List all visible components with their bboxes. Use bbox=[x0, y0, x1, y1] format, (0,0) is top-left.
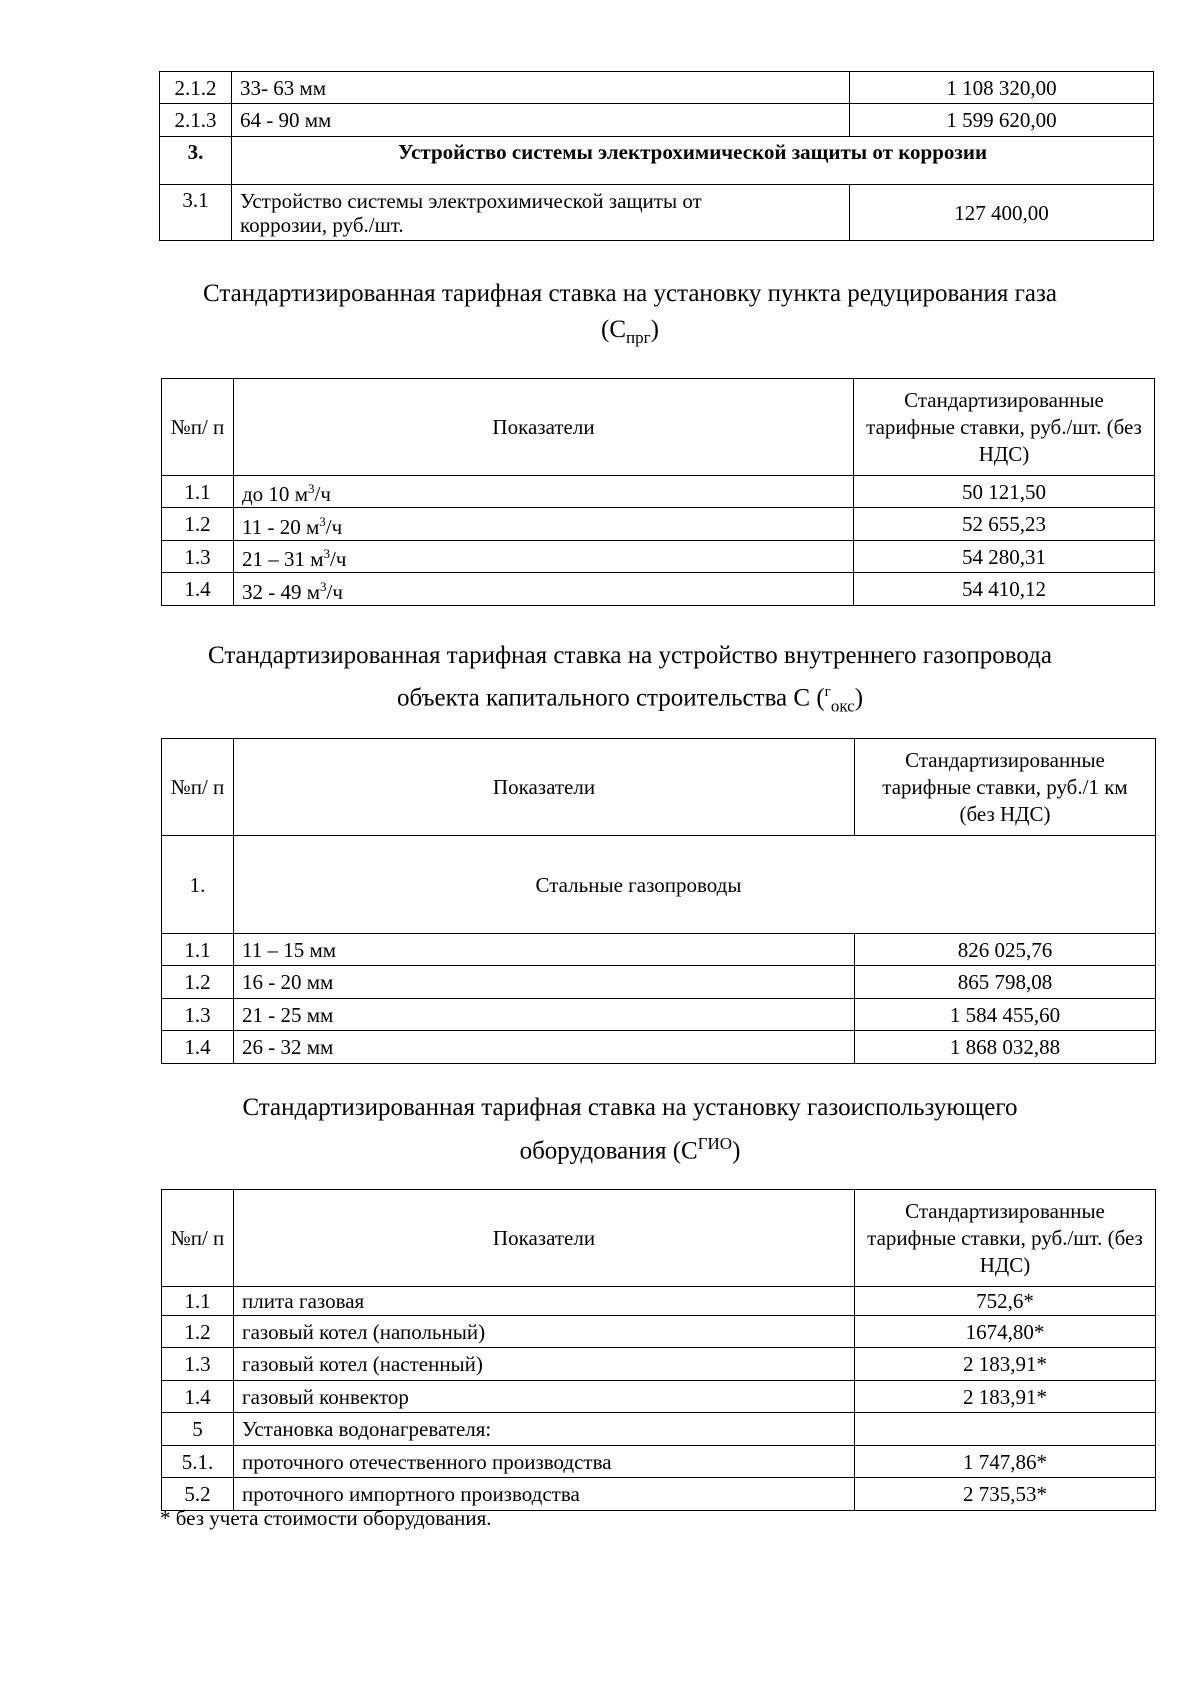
table-row bbox=[162, 508, 1155, 541]
row-label: 26 - 32 мм bbox=[234, 1031, 855, 1064]
table-row bbox=[162, 966, 1156, 999]
table-row bbox=[162, 541, 1155, 573]
header-number: №п/ п bbox=[162, 379, 234, 476]
section-row bbox=[160, 137, 1154, 185]
unit-power: 3 bbox=[307, 481, 315, 496]
row-number: 1.1 bbox=[162, 1287, 234, 1316]
unit-power: 3 bbox=[319, 513, 326, 529]
title-line: объекта капитального строительства С ( bbox=[396, 684, 825, 712]
row-label: газовый конвектор bbox=[234, 1381, 855, 1413]
footnote: * без учета стоимости оборудования. bbox=[160, 1506, 492, 1530]
row-label: проточного импортного производства bbox=[234, 1478, 855, 1511]
row-label bbox=[234, 541, 854, 573]
table-row bbox=[160, 104, 1154, 137]
title-formula bbox=[150, 674, 1110, 724]
unit-tail: /ч bbox=[330, 547, 347, 571]
table-row bbox=[162, 1413, 1156, 1446]
section-label: Устройство системы электрохимической защиты от коррозии bbox=[232, 137, 1154, 185]
section-title-gas-equipment bbox=[150, 1090, 1110, 1169]
title-line: Стандартизированная тарифная ставка на установку пункта редуцирования газа bbox=[203, 280, 1057, 307]
header-rates: Стандартизированные тарифные ставки, руб./шт. (без НДС) bbox=[854, 379, 1155, 476]
row-value: 1 584 455,60 bbox=[855, 999, 1156, 1031]
row-number: 1.1 bbox=[162, 476, 234, 508]
table-row bbox=[162, 1348, 1156, 1381]
table-row bbox=[160, 72, 1154, 104]
header-number: №п/ п bbox=[162, 1190, 234, 1287]
row-value: 2 735,53* bbox=[855, 1478, 1156, 1511]
formula-subscript: окс bbox=[830, 696, 855, 716]
section-label: Стальные газопроводы bbox=[234, 836, 1156, 934]
unit: м bbox=[306, 579, 321, 604]
row-range: 21 – 31 bbox=[242, 547, 305, 571]
row-value: 127 400,00 bbox=[850, 185, 1154, 241]
section-title-internal-pipeline bbox=[150, 638, 1110, 724]
row-value bbox=[855, 1413, 1156, 1446]
row-label: 21 - 25 мм bbox=[234, 999, 855, 1031]
table-gas-reduction bbox=[161, 378, 1155, 606]
header-rates: Стандартизированные тарифные ставки, руб./1 км (без НДС) bbox=[855, 739, 1156, 836]
row-label: 33- 63 мм bbox=[232, 72, 850, 104]
row-number: 1.1 bbox=[162, 934, 234, 966]
title-line: оборудования (С bbox=[519, 1137, 698, 1165]
header-rates: Стандартизированные тарифные ставки, руб./шт. (без НДС) bbox=[855, 1190, 1156, 1287]
row-label: Устройство системы электрохимической защиты от коррозии, руб./шт. bbox=[232, 185, 850, 241]
header-indicators: Показатели bbox=[234, 379, 854, 476]
title-line: Стандартизированная тарифная ставка на установку газоиспользующего bbox=[242, 1094, 1018, 1121]
title-formula bbox=[150, 1126, 1110, 1169]
section-number: 3. bbox=[160, 137, 232, 185]
table-row bbox=[162, 1287, 1156, 1316]
row-label: плита газовая bbox=[234, 1287, 855, 1316]
row-number: 1.3 bbox=[162, 541, 234, 573]
table-header bbox=[162, 379, 1155, 476]
row-value: 826 025,76 bbox=[855, 934, 1156, 966]
table-continuation bbox=[159, 71, 1154, 241]
table-row bbox=[162, 476, 1155, 508]
table-row bbox=[162, 1031, 1156, 1064]
row-value: 1674,80* bbox=[855, 1316, 1156, 1348]
row-range: до 10 bbox=[242, 482, 290, 506]
unit-power: 3 bbox=[323, 546, 331, 561]
row-number: 1.3 bbox=[162, 1348, 234, 1381]
table-header bbox=[162, 739, 1156, 836]
row-label bbox=[234, 508, 854, 541]
row-value: 54 280,31 bbox=[854, 541, 1155, 573]
row-number: 3.1 bbox=[160, 185, 232, 241]
unit-tail: /ч bbox=[325, 514, 343, 539]
row-number: 1.2 bbox=[162, 1316, 234, 1348]
row-label: Установка водонагревателя: bbox=[234, 1413, 855, 1446]
unit-tail: /ч bbox=[326, 579, 343, 604]
row-label bbox=[234, 476, 854, 508]
table-gas-equipment bbox=[161, 1189, 1156, 1511]
row-value: 52 655,23 bbox=[854, 508, 1155, 541]
table-header bbox=[162, 1190, 1156, 1287]
row-value: 54 410,12 bbox=[854, 573, 1155, 606]
row-value: 1 747,86* bbox=[855, 1446, 1156, 1478]
row-label: проточного отечественного производства bbox=[234, 1446, 855, 1478]
row-number: 1.2 bbox=[162, 508, 234, 541]
section-title-gas-reduction bbox=[150, 276, 1110, 356]
table-row bbox=[162, 1381, 1156, 1413]
formula-superscript: ГИО bbox=[697, 1134, 733, 1153]
row-label: 11 – 15 мм bbox=[234, 934, 855, 966]
table-internal-pipeline bbox=[161, 738, 1156, 1064]
row-number: 5.1. bbox=[162, 1446, 234, 1478]
row-value: 1 868 032,88 bbox=[855, 1031, 1156, 1064]
unit-tail: /ч bbox=[314, 482, 331, 506]
row-number: 1.3 bbox=[162, 999, 234, 1031]
table-row bbox=[162, 999, 1156, 1031]
row-number: 1.2 bbox=[162, 966, 234, 999]
row-value: 2 183,91* bbox=[855, 1381, 1156, 1413]
row-value: 1 108 320,00 bbox=[850, 72, 1154, 104]
unit-power: 3 bbox=[320, 578, 327, 594]
title-line: Стандартизированная тарифная ставка на устройство внутреннего газопровода bbox=[207, 642, 1052, 669]
row-number: 1.4 bbox=[162, 573, 234, 606]
row-value: 1 599 620,00 bbox=[850, 104, 1154, 137]
table-row bbox=[160, 185, 1154, 241]
table-row bbox=[162, 573, 1155, 606]
title-formula: $(С_{прг})$ bbox=[601, 316, 659, 347]
row-range: 32 - 49 bbox=[242, 579, 302, 604]
unit: м bbox=[310, 547, 324, 571]
header-number: №п/ п bbox=[162, 739, 234, 836]
row-range: 11 - 20 bbox=[242, 514, 301, 539]
formula-subscript: прг bbox=[626, 328, 651, 347]
unit: м bbox=[294, 482, 308, 506]
formula-superscript: г bbox=[824, 684, 831, 700]
section-number: 1. bbox=[162, 836, 234, 934]
table-row bbox=[162, 1316, 1156, 1348]
table-row bbox=[162, 1446, 1156, 1478]
row-number: 1.4 bbox=[162, 1381, 234, 1413]
formula-close: ) bbox=[854, 684, 864, 712]
row-label: 64 - 90 мм bbox=[232, 104, 850, 137]
formula-symbol: С bbox=[609, 316, 627, 343]
row-number: 2.1.3 bbox=[160, 104, 232, 137]
row-value: 2 183,91* bbox=[855, 1348, 1156, 1381]
row-number: 1.4 bbox=[162, 1031, 234, 1064]
row-label: газовый котел (настенный) bbox=[234, 1348, 855, 1381]
section-row bbox=[162, 836, 1156, 934]
row-value: 865 798,08 bbox=[855, 966, 1156, 999]
header-indicators: Показатели bbox=[234, 1190, 855, 1287]
row-value: 752,6* bbox=[855, 1287, 1156, 1316]
row-label: 16 - 20 мм bbox=[234, 966, 855, 999]
table-row bbox=[162, 934, 1156, 966]
row-number: 2.1.2 bbox=[160, 72, 232, 104]
formula-close: ) bbox=[732, 1137, 741, 1165]
unit: м bbox=[305, 514, 320, 539]
row-label: газовый котел (напольный) bbox=[234, 1316, 855, 1348]
row-number: 5.2 bbox=[162, 1478, 234, 1511]
row-label bbox=[234, 573, 854, 606]
row-value: 50 121,50 bbox=[854, 476, 1155, 508]
row-number: 5 bbox=[162, 1413, 234, 1446]
header-indicators: Показатели bbox=[234, 739, 855, 836]
